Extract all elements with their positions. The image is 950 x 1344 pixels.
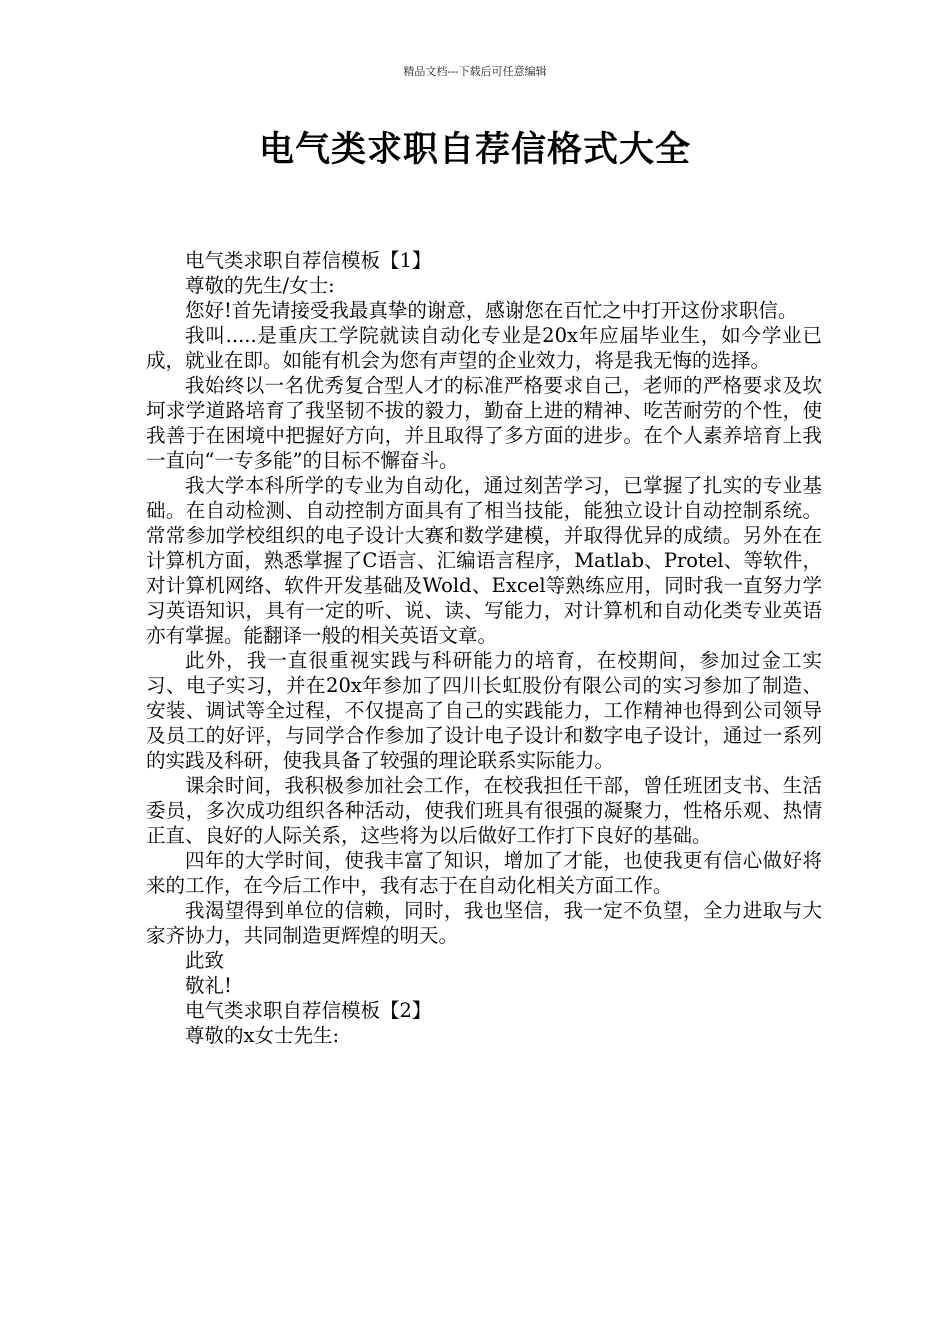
document-title: 电气类求职自荐信格式大全 xyxy=(258,129,691,170)
paragraph: 我始终以一名优秀复合型人才的标准严格要求自己，老师的严格要求及坎坷求学道路培育了我坚韧不拔的毅力，勤奋上进的精神、吃苦耐劳的个性，使我善于在困境中把握好方向，并且取得了多方面的进步。在个人素养培育上我一直向“一专多能”的目标不懈奋斗。 xyxy=(146,374,822,472)
closing-line: 此致 xyxy=(185,949,225,972)
paragraph: 课余时间，我积极参加社会工作，在校我担任干部，曾任班团支书、生活委员，多次成功组织各种活动，使我们班具有很强的凝聚力，性格乐观、热情正直、良好的人际关系，这些将为以后做好工作打下良好的基础。 xyxy=(146,774,822,847)
paragraph: 您好!首先请接受我最真挚的谢意，感谢您在百忙之中打开这份求职信。 xyxy=(185,299,798,322)
closing-line: 敬礼! xyxy=(185,974,232,997)
salutation: 尊敬的x女士先生: xyxy=(185,1024,340,1047)
section-heading-2: 电气类求职自荐信模板【2】 xyxy=(185,999,432,1022)
paragraph: 四年的大学时间，使我丰富了知识，增加了才能，也使我更有信心做好将来的工作，在今后工作中，我有志于在自动化相关方面工作。 xyxy=(146,849,822,897)
salutation: 尊敬的先生/女士: xyxy=(185,274,335,297)
paragraph: 此外，我一直很重视实践与科研能力的培育，在校期间，参加过金工实习、电子实习，并在20x年参加了四川长虹股份有限公司的实习参加了制造、安装、调试等全过程，不仅提高了自己的实践能力，工作精神也得到公司领导及员工的好评，与同学合作参加了设计电子设计和数字电子设计，通过一系列的实践及科研，使我具备了较强的理论联系实际能力。 xyxy=(146,649,822,772)
paragraph: 我叫.....是重庆工学院就读自动化专业是20x年应届毕业生，如今学业已成，就业在即。如能有机会为您有声望的企业效力，将是我无悔的选择。 xyxy=(146,324,822,372)
paragraph: 我渴望得到单位的信赖，同时，我也坚信，我一定不负望，全力进取与大家齐协力，共同制造更辉煌的明天。 xyxy=(146,899,822,947)
page-header: 精品文档---下载后可任意编辑 xyxy=(403,65,547,78)
paragraph: 我大学本科所学的专业为自动化，通过刻苦学习，已掌握了扎实的专业基础。在自动检测、自动控制方面具有了相当技能，能独立设计自动控制系统。常常参加学校组织的电子设计大赛和数学建模，并取得优异的成绩。另外在在计算机方面，熟悉掌握了C语言、汇编语言程序，Matlab、Protel、等软件，对计算机网络、软件开发基础及Wold、Excel等熟练应用，同时我一直努力学习英语知识，具有一定的听、说、读、写能力，对计算机和自动化类专业英语亦有掌握。能翻译一般的相关英语文章。 xyxy=(146,474,822,647)
section-heading-1: 电气类求职自荐信模板【1】 xyxy=(185,249,432,272)
document-body xyxy=(146,248,822,1048)
